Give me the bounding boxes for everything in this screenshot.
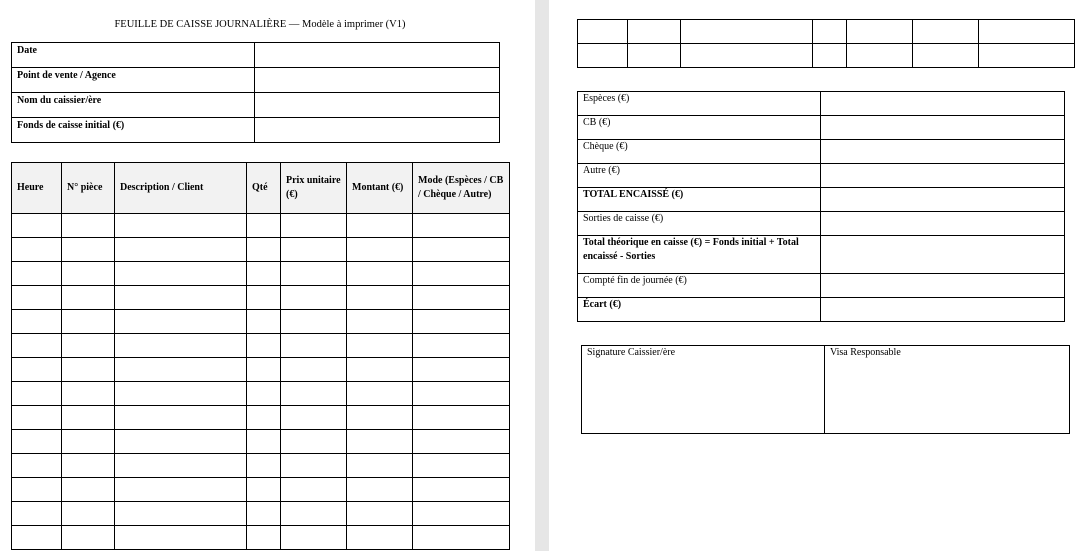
journal-header-cell: Mode (Espèces / CB / Chèque / Autre) bbox=[413, 163, 510, 214]
manager-visa-box[interactable] bbox=[825, 346, 1070, 434]
continuation-cell[interactable] bbox=[979, 44, 1075, 68]
journal-cell[interactable] bbox=[281, 286, 347, 310]
journal-cell[interactable] bbox=[247, 382, 281, 406]
journal-cell[interactable] bbox=[347, 310, 413, 334]
journal-row bbox=[12, 430, 510, 454]
journal-cell[interactable] bbox=[413, 526, 510, 550]
totals-row bbox=[578, 116, 1065, 140]
journal-cell[interactable] bbox=[281, 214, 347, 238]
journal-cell[interactable] bbox=[115, 214, 247, 238]
journal-row bbox=[12, 334, 510, 358]
totals-row bbox=[578, 236, 1065, 274]
journal-cell[interactable] bbox=[281, 310, 347, 334]
journal-cell[interactable] bbox=[115, 382, 247, 406]
journal-cell[interactable] bbox=[413, 334, 510, 358]
journal-row bbox=[12, 358, 510, 382]
journal-cell[interactable] bbox=[115, 502, 247, 526]
info-row bbox=[12, 43, 500, 68]
journal-row bbox=[12, 526, 510, 550]
journal-cell[interactable] bbox=[347, 214, 413, 238]
totals-value-field[interactable] bbox=[821, 164, 1065, 188]
journal-cell[interactable] bbox=[413, 286, 510, 310]
journal-cell[interactable] bbox=[281, 454, 347, 478]
continuation-row bbox=[578, 44, 1075, 68]
journal-row bbox=[12, 502, 510, 526]
journal-cell[interactable] bbox=[281, 430, 347, 454]
journal-cell[interactable] bbox=[413, 238, 510, 262]
continuation-cell[interactable] bbox=[979, 20, 1075, 44]
journal-row bbox=[12, 310, 510, 334]
continuation-table bbox=[577, 19, 1075, 68]
info-value-field[interactable] bbox=[255, 93, 500, 118]
totals-value-field[interactable] bbox=[821, 298, 1065, 322]
totals-row bbox=[578, 274, 1065, 298]
page-1 bbox=[0, 0, 535, 551]
journal-cell[interactable] bbox=[413, 454, 510, 478]
journal-cell[interactable] bbox=[347, 238, 413, 262]
journal-cell[interactable] bbox=[281, 382, 347, 406]
continuation-cell[interactable] bbox=[628, 20, 681, 44]
journal-cell[interactable] bbox=[115, 358, 247, 382]
journal-cell[interactable] bbox=[12, 334, 62, 358]
journal-cell[interactable] bbox=[281, 262, 347, 286]
journal-header-cell: Qté bbox=[247, 163, 281, 214]
journal-cell[interactable] bbox=[347, 430, 413, 454]
totals-row bbox=[578, 140, 1065, 164]
journal-cell[interactable] bbox=[62, 430, 115, 454]
journal-cell[interactable] bbox=[12, 310, 62, 334]
cashier-signature-box[interactable] bbox=[582, 346, 825, 434]
journal-cell[interactable] bbox=[247, 430, 281, 454]
journal-cell[interactable] bbox=[62, 526, 115, 550]
journal-cell[interactable] bbox=[347, 478, 413, 502]
continuation-cell[interactable] bbox=[847, 20, 913, 44]
journal-cell[interactable] bbox=[281, 238, 347, 262]
journal-cell[interactable] bbox=[247, 286, 281, 310]
journal-cell[interactable] bbox=[62, 238, 115, 262]
signature-table bbox=[581, 345, 1070, 434]
totals-label: Sorties de caisse (€) bbox=[578, 212, 821, 236]
journal-cell[interactable] bbox=[281, 406, 347, 430]
journal-cell[interactable] bbox=[115, 286, 247, 310]
journal-cell[interactable] bbox=[347, 262, 413, 286]
cashier-signature-label: Signature Caissier/ère bbox=[587, 347, 676, 358]
journal-cell[interactable] bbox=[247, 406, 281, 430]
journal-cell[interactable] bbox=[62, 502, 115, 526]
totals-table bbox=[577, 91, 1065, 322]
info-label: Point de vente / Agence bbox=[12, 68, 255, 93]
journal-cell[interactable] bbox=[281, 502, 347, 526]
continuation-cell[interactable] bbox=[628, 44, 681, 68]
journal-cell[interactable] bbox=[62, 214, 115, 238]
journal-cell[interactable] bbox=[413, 406, 510, 430]
journal-cell[interactable] bbox=[12, 454, 62, 478]
journal-cell[interactable] bbox=[247, 238, 281, 262]
totals-label: Autre (€) bbox=[578, 164, 821, 188]
continuation-cell[interactable] bbox=[681, 20, 813, 44]
info-value-field[interactable] bbox=[255, 68, 500, 93]
totals-row bbox=[578, 164, 1065, 188]
info-label: Fonds de caisse initial (€) bbox=[12, 118, 255, 143]
journal-cell[interactable] bbox=[62, 310, 115, 334]
document-title: FEUILLE DE CAISSE JOURNALIÈRE — Modèle à imprimer (V1) bbox=[114, 19, 406, 30]
journal-row bbox=[12, 214, 510, 238]
journal-cell[interactable] bbox=[413, 310, 510, 334]
journal-cell[interactable] bbox=[413, 502, 510, 526]
journal-cell[interactable] bbox=[247, 478, 281, 502]
journal-cell[interactable] bbox=[115, 430, 247, 454]
totals-row bbox=[578, 92, 1065, 116]
journal-cell[interactable] bbox=[247, 358, 281, 382]
journal-header-cell: N° pièce bbox=[62, 163, 115, 214]
continuation-cell[interactable] bbox=[813, 44, 847, 68]
journal-cell[interactable] bbox=[413, 358, 510, 382]
journal-cell[interactable] bbox=[12, 262, 62, 286]
continuation-cell[interactable] bbox=[913, 20, 979, 44]
totals-label: CB (€) bbox=[578, 116, 821, 140]
continuation-cell[interactable] bbox=[847, 44, 913, 68]
totals-row bbox=[578, 212, 1065, 236]
journal-table bbox=[11, 162, 510, 550]
totals-label: Total théorique en caisse (€) = Fonds initial + Total encaissé - Sorties bbox=[578, 236, 821, 274]
journal-cell[interactable] bbox=[12, 382, 62, 406]
journal-cell[interactable] bbox=[115, 454, 247, 478]
journal-row bbox=[12, 286, 510, 310]
journal-cell[interactable] bbox=[115, 478, 247, 502]
totals-value-field[interactable] bbox=[821, 236, 1065, 274]
journal-cell[interactable] bbox=[413, 478, 510, 502]
journal-cell[interactable] bbox=[413, 262, 510, 286]
journal-cell[interactable] bbox=[12, 502, 62, 526]
journal-row bbox=[12, 238, 510, 262]
info-value-field[interactable] bbox=[255, 118, 500, 143]
journal-cell[interactable] bbox=[347, 454, 413, 478]
journal-cell[interactable] bbox=[347, 526, 413, 550]
journal-row bbox=[12, 262, 510, 286]
journal-cell[interactable] bbox=[12, 214, 62, 238]
journal-cell[interactable] bbox=[281, 478, 347, 502]
totals-label: Chèque (€) bbox=[578, 140, 821, 164]
journal-cell[interactable] bbox=[62, 262, 115, 286]
page-gutter bbox=[535, 0, 549, 551]
journal-cell[interactable] bbox=[347, 358, 413, 382]
continuation-cell[interactable] bbox=[913, 44, 979, 68]
journal-cell[interactable] bbox=[247, 310, 281, 334]
continuation-cell[interactable] bbox=[813, 20, 847, 44]
info-table bbox=[11, 42, 500, 143]
continuation-cell[interactable] bbox=[578, 44, 628, 68]
journal-cell[interactable] bbox=[62, 382, 115, 406]
journal-cell[interactable] bbox=[347, 286, 413, 310]
journal-header-cell: Heure bbox=[12, 163, 62, 214]
journal-cell[interactable] bbox=[12, 478, 62, 502]
continuation-row bbox=[578, 20, 1075, 44]
journal-row bbox=[12, 406, 510, 430]
journal-cell[interactable] bbox=[347, 406, 413, 430]
journal-cell[interactable] bbox=[115, 310, 247, 334]
info-value-field[interactable] bbox=[255, 43, 500, 68]
journal-cell[interactable] bbox=[413, 430, 510, 454]
journal-cell[interactable] bbox=[347, 382, 413, 406]
journal-cell[interactable] bbox=[281, 526, 347, 550]
info-row bbox=[12, 118, 500, 143]
journal-cell[interactable] bbox=[62, 334, 115, 358]
journal-cell[interactable] bbox=[62, 478, 115, 502]
page-2 bbox=[549, 0, 1078, 551]
journal-header-cell: Montant (€) bbox=[347, 163, 413, 214]
journal-cell[interactable] bbox=[115, 262, 247, 286]
journal-cell[interactable] bbox=[347, 502, 413, 526]
journal-cell[interactable] bbox=[12, 526, 62, 550]
journal-cell[interactable] bbox=[12, 430, 62, 454]
journal-cell[interactable] bbox=[115, 334, 247, 358]
totals-row bbox=[578, 188, 1065, 212]
journal-cell[interactable] bbox=[247, 214, 281, 238]
info-row bbox=[12, 93, 500, 118]
manager-visa-label: Visa Responsable bbox=[830, 347, 901, 358]
journal-cell[interactable] bbox=[12, 286, 62, 310]
totals-value-field[interactable] bbox=[821, 92, 1065, 116]
journal-cell[interactable] bbox=[347, 334, 413, 358]
info-label: Nom du caissier/ère bbox=[12, 93, 255, 118]
journal-row bbox=[12, 382, 510, 406]
journal-cell[interactable] bbox=[413, 382, 510, 406]
journal-row bbox=[12, 454, 510, 478]
journal-cell[interactable] bbox=[413, 214, 510, 238]
journal-cell[interactable] bbox=[247, 262, 281, 286]
journal-cell[interactable] bbox=[62, 454, 115, 478]
totals-label: Espèces (€) bbox=[578, 92, 821, 116]
journal-cell[interactable] bbox=[247, 454, 281, 478]
journal-cell[interactable] bbox=[247, 334, 281, 358]
totals-label: Compté fin de journée (€) bbox=[578, 274, 821, 298]
journal-cell[interactable] bbox=[247, 502, 281, 526]
journal-header-cell: Description / Client bbox=[115, 163, 247, 214]
totals-label: Écart (€) bbox=[578, 298, 821, 322]
info-label: Date bbox=[12, 43, 255, 68]
journal-cell[interactable] bbox=[62, 286, 115, 310]
journal-cell[interactable] bbox=[12, 238, 62, 262]
totals-value-field[interactable] bbox=[821, 274, 1065, 298]
totals-value-field[interactable] bbox=[821, 212, 1065, 236]
journal-cell[interactable] bbox=[281, 334, 347, 358]
totals-label: TOTAL ENCAISSÉ (€) bbox=[578, 188, 821, 212]
journal-cell[interactable] bbox=[281, 358, 347, 382]
totals-value-field[interactable] bbox=[821, 116, 1065, 140]
journal-row bbox=[12, 478, 510, 502]
journal-cell[interactable] bbox=[62, 358, 115, 382]
totals-row bbox=[578, 298, 1065, 322]
totals-value-field[interactable] bbox=[821, 188, 1065, 212]
continuation-cell[interactable] bbox=[578, 20, 628, 44]
journal-cell[interactable] bbox=[12, 406, 62, 430]
journal-cell[interactable] bbox=[115, 238, 247, 262]
journal-cell[interactable] bbox=[62, 406, 115, 430]
info-row bbox=[12, 68, 500, 93]
journal-header-cell: Prix unitaire (€) bbox=[281, 163, 347, 214]
journal-cell[interactable] bbox=[247, 526, 281, 550]
journal-cell[interactable] bbox=[115, 526, 247, 550]
continuation-cell[interactable] bbox=[681, 44, 813, 68]
totals-value-field[interactable] bbox=[821, 140, 1065, 164]
journal-cell[interactable] bbox=[115, 406, 247, 430]
journal-cell[interactable] bbox=[12, 358, 62, 382]
